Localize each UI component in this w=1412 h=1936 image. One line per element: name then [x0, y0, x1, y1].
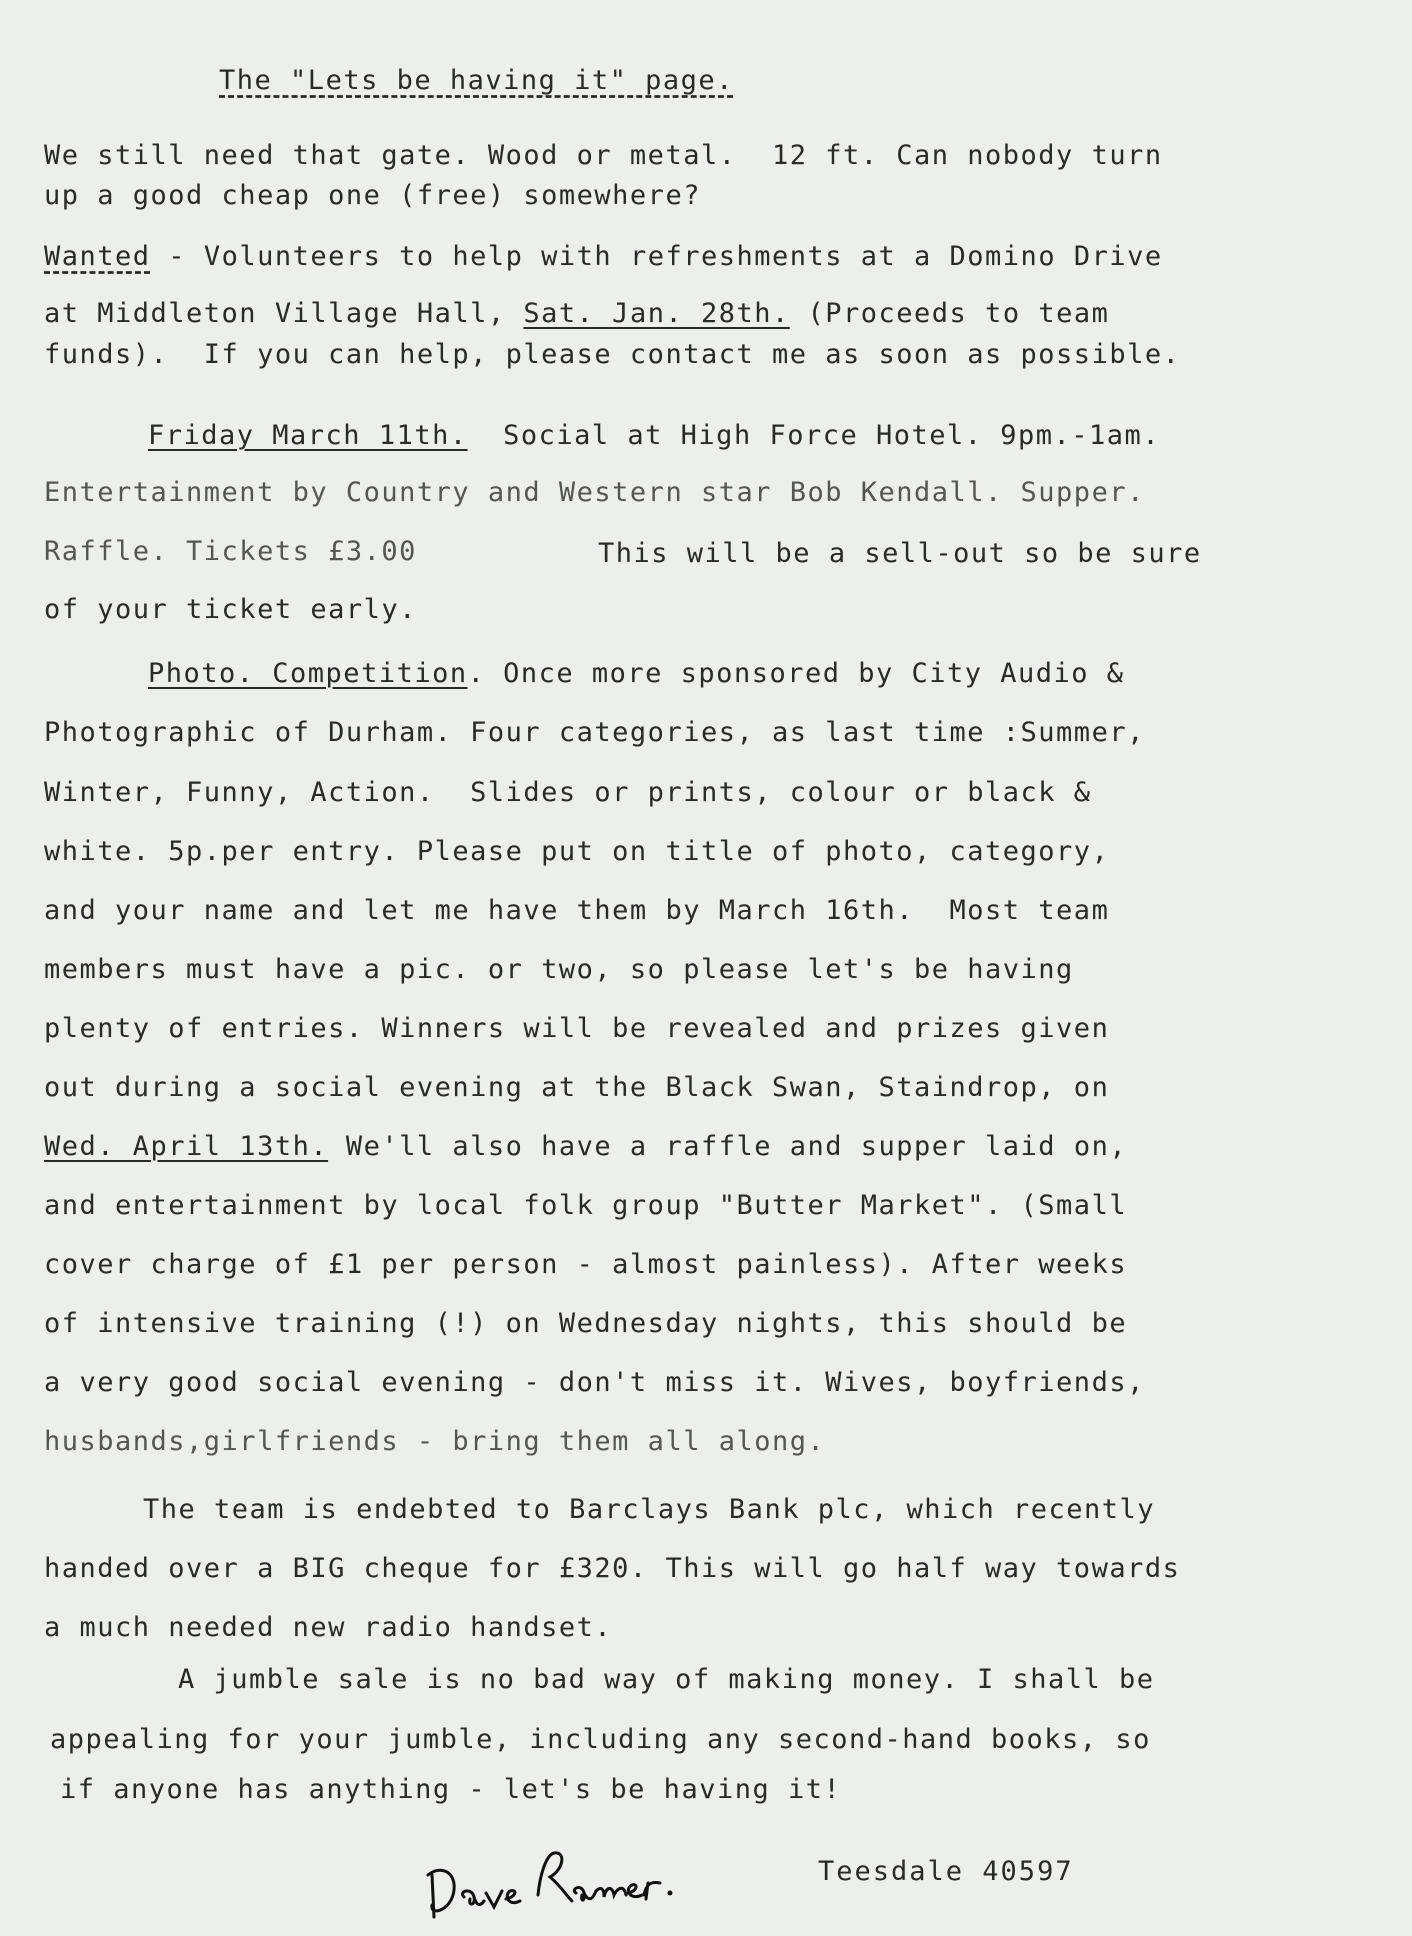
photo-line-1: Photo. Competition. Once more sponsored by City Audio & — [148, 658, 1125, 689]
wanted-line-1: Wanted - Volunteers to help with refreshments at a Domino Drive — [44, 241, 1163, 272]
photo-heading: Photo. Competition — [148, 658, 468, 689]
photo-line-3: Winter, Funny, Action. Slides or prints, colour or black & — [44, 777, 1092, 808]
photo-line-14: husbands,girlfriends - bring them all along. — [44, 1426, 826, 1457]
photo-social-date: Wed. April 13th. — [44, 1131, 329, 1162]
social-line-1: Friday March 11th. Social at High Force Hotel. 9pm.-1am. — [148, 420, 1161, 451]
photo-line-6: members must have a pic. or two, so please let's be having — [44, 954, 1074, 985]
handwritten-signature — [420, 1835, 720, 1925]
social-line-3b: This will be a sell-out so be sure — [598, 538, 1202, 569]
wanted-label: Wanted — [44, 241, 151, 272]
photo-line-9: Wed. April 13th. We'll also have a raffle and supper laid on, — [44, 1131, 1128, 1162]
photo-line-10: and entertainment by local folk group "Butter Market". (Small — [44, 1190, 1128, 1221]
jumble-line-3: if anyone has anything - let's be having it! — [60, 1774, 842, 1805]
wanted-line-3: funds). If you can help, please contact me as soon as possible. — [44, 339, 1181, 370]
jumble-line-2: appealing for your jumble, including any second-hand books, so — [50, 1724, 1151, 1755]
photo-line-5: and your name and let me have them by March 16th. Most team — [44, 895, 1110, 926]
photo-line-12: of intensive training (!) on Wednesday nights, this should be — [44, 1308, 1128, 1339]
phone-number: Teesdale 40597 — [818, 1856, 1074, 1887]
photo-line-13: a very good social evening - don't miss it. Wives, boyfriends, — [44, 1367, 1145, 1398]
social-line-4: of your ticket early. — [44, 594, 417, 625]
gate-line-1: We still need that gate. Wood or metal. 12 ft. Can nobody turn — [44, 140, 1163, 171]
gate-line-2: up a good cheap one (free) somewhere? — [44, 180, 701, 211]
photo-line-2: Photographic of Durham. Four categories, as last time :Summer, — [44, 717, 1145, 748]
wanted-date: Sat. Jan. 28th. — [523, 298, 790, 329]
barclays-line-2: handed over a BIG cheque for £320. This will go half way towards — [44, 1553, 1181, 1584]
wanted-line-2: at Middleton Village Hall, Sat. Jan. 28th. (Proceeds to team — [44, 298, 1110, 329]
photo-line-8: out during a social evening at the Black Swan, Staindrop, on — [44, 1072, 1110, 1103]
signature-icon — [420, 1835, 720, 1925]
barclays-line-1: The team is endebted to Barclays Bank plc, which recently — [143, 1494, 1156, 1525]
barclays-line-3: a much needed new radio handset. — [44, 1612, 613, 1643]
page-title: The "Lets be having it" page. — [219, 65, 734, 96]
social-line-2: Entertainment by Country and Western star Bob Kendall. Supper. — [44, 477, 1145, 508]
photo-line-4: white. 5p.per entry. Please put on title of photo, category, — [44, 836, 1110, 867]
jumble-line-1: A jumble sale is no bad way of making money. I shall be — [178, 1664, 1155, 1695]
photo-line-11: cover charge of £1 per person - almost painless). After weeks — [44, 1249, 1128, 1280]
photo-line-7: plenty of entries. Winners will be revealed and prizes given — [44, 1013, 1110, 1044]
social-line-3a: Raffle. Tickets £3.00 — [44, 536, 417, 567]
social-date: Friday March 11th. — [148, 420, 468, 451]
